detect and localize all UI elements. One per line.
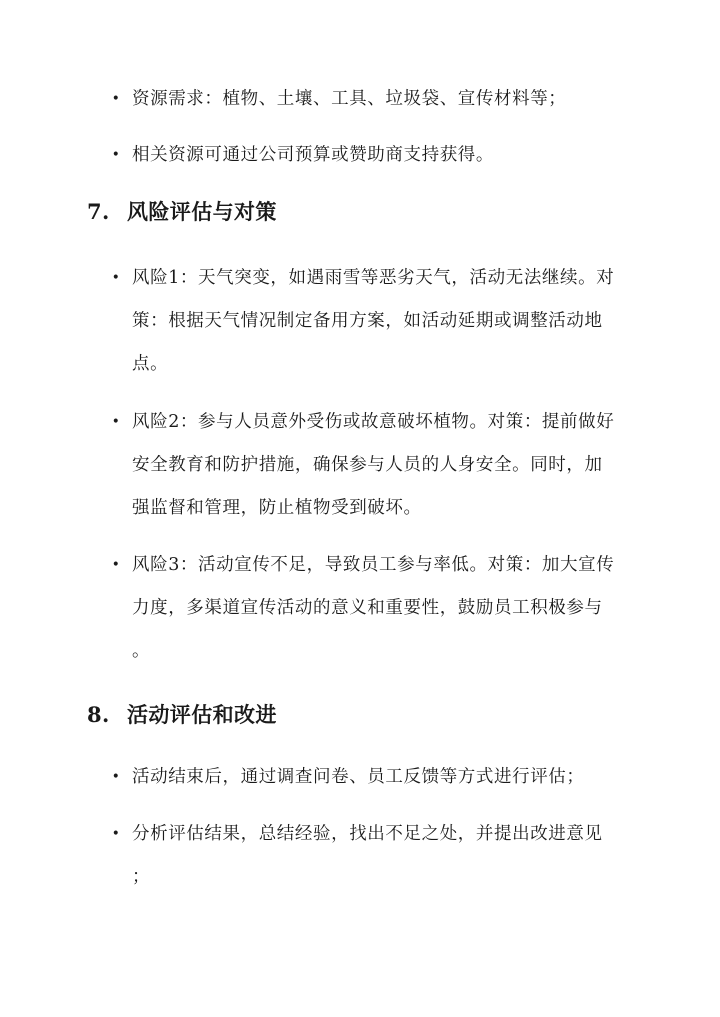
bullet: • bbox=[111, 91, 121, 107]
list-item-text: 风险3：活动宣传不足，导致员工参与率低。对策：加大宣传 bbox=[132, 555, 615, 575]
section-heading-7 bbox=[87, 197, 277, 227]
bullet: • bbox=[111, 414, 121, 430]
list-item bbox=[111, 134, 632, 177]
list-item-text: 风险1：天气突变，如遇雨雪等恶劣天气，活动无法继续。对 bbox=[132, 268, 615, 288]
list-item bbox=[111, 544, 632, 673]
section-title: 风险评估与对策 bbox=[127, 199, 277, 224]
list-item bbox=[111, 756, 632, 799]
bullet: • bbox=[111, 557, 121, 573]
list-item-text: 活动结束后，通过调查问卷、员工反馈等方式进行评估； bbox=[132, 767, 585, 787]
list-item-text: 强监督和管理，防止植物受到破坏。 bbox=[132, 498, 422, 518]
bullet: • bbox=[111, 769, 121, 785]
list-item bbox=[111, 78, 632, 121]
list-item-text: 风险2：参与人员意外受伤或故意破坏植物。对策：提前做好 bbox=[132, 412, 615, 432]
section-number: 8. bbox=[87, 702, 110, 727]
list-item-text: 力度，多渠道宣传活动的意义和重要性，鼓励员工积极参与 bbox=[132, 598, 603, 618]
list-item-text: ； bbox=[132, 867, 151, 887]
list-item bbox=[111, 813, 632, 899]
list-item-text: 。 bbox=[132, 641, 151, 661]
bullet: • bbox=[111, 826, 121, 842]
list-item-text: 安全教育和防护措施，确保参与人员的人身安全。同时，加 bbox=[132, 455, 603, 475]
list-item-text: 资源需求：植物、土壤、工具、垃圾袋、宣传材料等； bbox=[132, 89, 567, 109]
list-item-text: 分析评估结果，总结经验，找出不足之处，并提出改进意见 bbox=[132, 824, 603, 844]
list-item-text: 策：根据天气情况制定备用方案，如活动延期或调整活动地 bbox=[132, 311, 603, 331]
section-number: 7. bbox=[87, 199, 110, 224]
section-heading-8 bbox=[87, 700, 277, 730]
bullet: • bbox=[111, 147, 121, 163]
section-title: 活动评估和改进 bbox=[127, 702, 277, 727]
bullet: • bbox=[111, 270, 121, 286]
list-item-text: 相关资源可通过公司预算或赞助商支持获得。 bbox=[132, 145, 494, 165]
list-item bbox=[111, 401, 632, 530]
list-item bbox=[111, 257, 632, 386]
list-item-text: 点。 bbox=[132, 354, 169, 374]
